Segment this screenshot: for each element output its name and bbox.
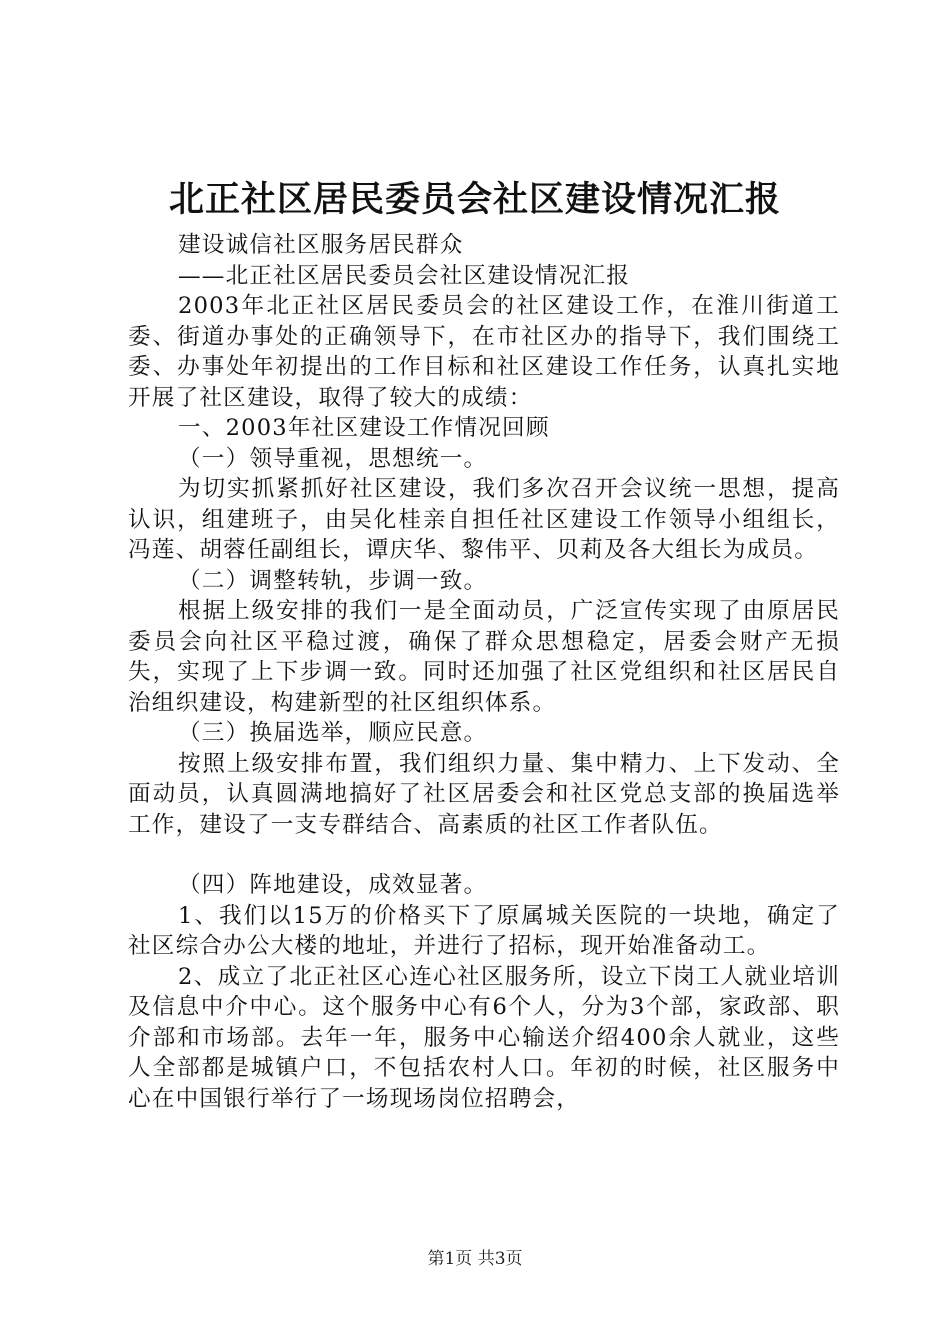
paragraph-intro: 2003年北正社区居民委员会的社区建设工作，在淮川街道工委、街道办事处的正确领导下，在市社区办的指导下，我们围绕工委、办事处年初提出的工作目标和社区建设工作任务，认真扎实地开展了社区建设，取得了较大的成绩： [128,293,840,411]
document-body [128,230,840,1114]
subsection-heading-1: （一）领导重视，思想统一。 [178,445,488,472]
subsection-heading-4: （四）阵地建设，成效显著。 [178,872,488,898]
subsection-heading-2: （二）调整转轨，步调一致。 [178,567,488,594]
subtitle-line-1: 建设诚信社区服务居民群众 [178,232,464,258]
paragraph-leadership: 为切实抓紧抓好社区建设，我们多次召开会议统一思想，提高认识，组建班子，由吴化桂亲自担任社区建设工作领导小组组长，冯莲、胡蓉任副组长，谭庆华、黎伟平、贝莉及各大组长为成员。 [128,476,840,563]
paragraph-item-2: 2、成立了北正社区心连心社区服务所，设立下岗工人就业培训及信息中介中心。这个服务中心有6个人，分为3个部，家政部、职介部和市场部。去年一年，服务中心输送介绍400余人就业，这些人全部都是城镇户口，不包括农村人口。年初的时候，社区服务中心在中国银行举行了一场现场岗位招聘会， [128,963,840,1112]
section-heading-review: 一、2003年社区建设工作情况回顾 [178,415,550,441]
paragraph-item-1: 1、我们以15万的价格买下了原属城关医院的一块地，确定了社区综合办公大楼的地址，并进行了招标，现开始准备动工。 [128,902,840,959]
page-footer: 第1页 共3页 [427,1249,523,1269]
subtitle-line-2: ——北正社区居民委员会社区建设情况汇报 [178,262,631,289]
paragraph-election: 按照上级安排布置，我们组织力量、集中精力、上下发动、全面动员，认真圆满地搞好了社区居委会和社区党总支部的换届选举工作，建设了一支专群结合、高素质的社区工作者队伍。 [128,750,840,838]
paragraph-transition: 根据上级安排的我们一是全面动员，广泛宣传实现了由原居民委员会向社区平稳过渡，确保了群众思想稳定，居委会财产无损失，实现了上下步调一致。同时还加强了社区党组织和社区居民自治组织建设，构建新型的社区组织体系。 [128,598,840,716]
document-title: 北正社区居民委员会社区建设情况汇报 [168,179,781,220]
subsection-heading-3: （三）换届选举，顺应民意。 [178,720,488,746]
